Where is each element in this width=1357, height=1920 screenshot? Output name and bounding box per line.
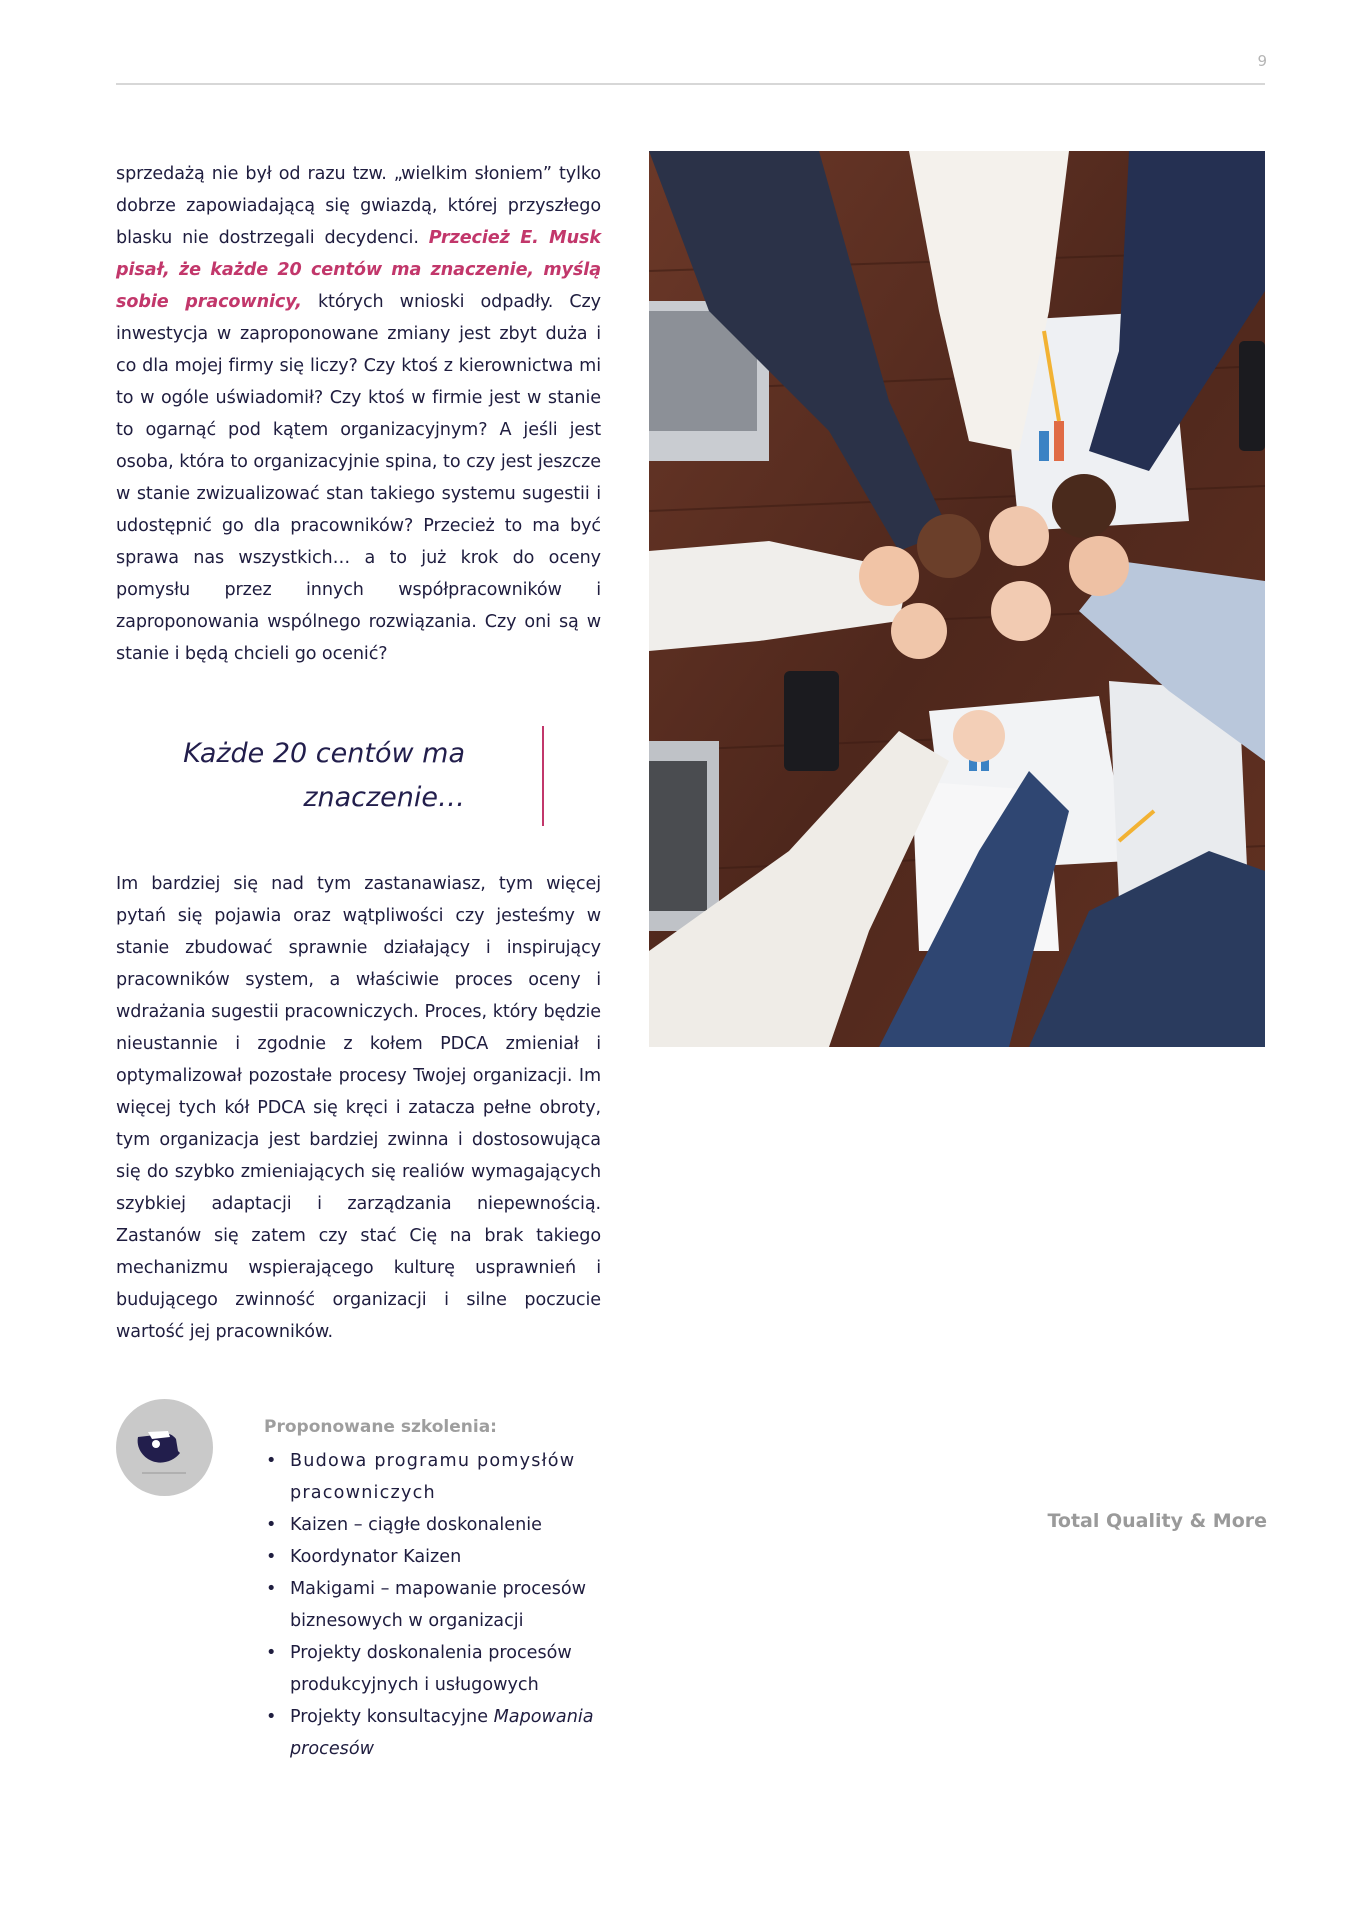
- training-item: • Kaizen – ciągłe doskonalenie: [264, 1509, 604, 1541]
- paragraph-1-highlight: Przecież E. Musk pisał, że każde 20 centów ma znaczenie, myślą sobie pracownicy,: [116, 228, 601, 312]
- paragraph-1-start: sprzedażą nie był od razu tzw. „wielkim słoniem” tylko dobrze zapowiadającą się gwiazdą, której przyszłego blasku nie dostrzegali decydenci.: [116, 164, 601, 248]
- footer-brand: Total Quality & More: [1047, 1510, 1267, 1532]
- training-item-italic: Mapowania procesów: [290, 1707, 594, 1759]
- training-list: [264, 1445, 604, 1765]
- training-item-text: Projekty konsultacyjne: [290, 1707, 494, 1727]
- training-item: • Budowa programu pomysłów pracowniczych: [264, 1445, 604, 1509]
- training-title: Proponowane szkolenia:: [264, 1417, 497, 1437]
- pull-quote-rule: [542, 726, 544, 826]
- article-column: [116, 158, 601, 1348]
- training-item: • Projekty doskonalenia procesów produkcyjnych i usługowych: [264, 1637, 604, 1701]
- training-item: • Koordynator Kaizen: [264, 1541, 604, 1573]
- training-item: [264, 1701, 604, 1765]
- photo-illustration: [649, 151, 1265, 1047]
- article-paragraph-1: [116, 158, 601, 670]
- teamwork-fist-bump-photo: [649, 151, 1265, 1047]
- header-divider: [116, 83, 1265, 85]
- training-list-block: [264, 1413, 604, 1765]
- pull-quote-line-2: znaczenie…: [303, 782, 465, 813]
- pull-quote-line-1: Każde 20 centów ma: [183, 738, 465, 769]
- pull-quote: [116, 726, 601, 826]
- page-number: 9: [1257, 52, 1267, 70]
- training-item: • Makigami – mapowanie procesów biznesowych w organizacji: [264, 1573, 604, 1637]
- paragraph-1-end: których wnioski odpadły. Czy inwestycja w zaproponowane zmiany jest zbyt duża i co dla mojej firmy się liczy? Czy ktoś z kierownictwa mi to w ogóle uświadomił? Czy ktoś w firmie jest w stanie to ogarnąć pod kątem organizacyjnym? A jeśli jest osoba, która to organizacyjnie spina, to czy jest jeszcze w stanie zwizualizować stan takiego systemu sugestii i udostępnić go dla pracowników? Przecież to ma być sprawa nas wszystkich… a to już krok do oceny pomysłu przez innych współpracowników i zaproponowania wspólnego rozwiązania. Czy oni są w stanie i będą chcieli go ocenić?: [116, 292, 601, 664]
- hand-pointer-icon: [116, 1399, 213, 1496]
- article-paragraph-2: Im bardziej się nad tym zastanawiasz, tym więcej pytań się pojawia oraz wątpliwości czy jesteśmy w stanie zbudować sprawnie działający i inspirujący pracowników system, a właściwie proces oceny i wdrażania sugestii pracowniczych. Proces, który będzie nieustannie i zgodnie z kołem PDCA zmieniał i optymalizował pozostałe procesy Twojej organizacji. Im więcej tych kół PDCA się kręci i zatacza pełne obroty, tym organizacja jest bardziej zwinna i dostosowująca się do szybko zmieniających się realiów wymagających szybkiej adaptacji i zarządzania niepewnością. Zastanów się zatem czy stać Cię na brak takiego mechanizmu wspierającego kulturę usprawnień i budującego zwinność organizacji i silne poczucie wartość jej pracowników.: [116, 874, 601, 1342]
- badge: [116, 1399, 213, 1496]
- pull-quote-text: [145, 732, 465, 820]
